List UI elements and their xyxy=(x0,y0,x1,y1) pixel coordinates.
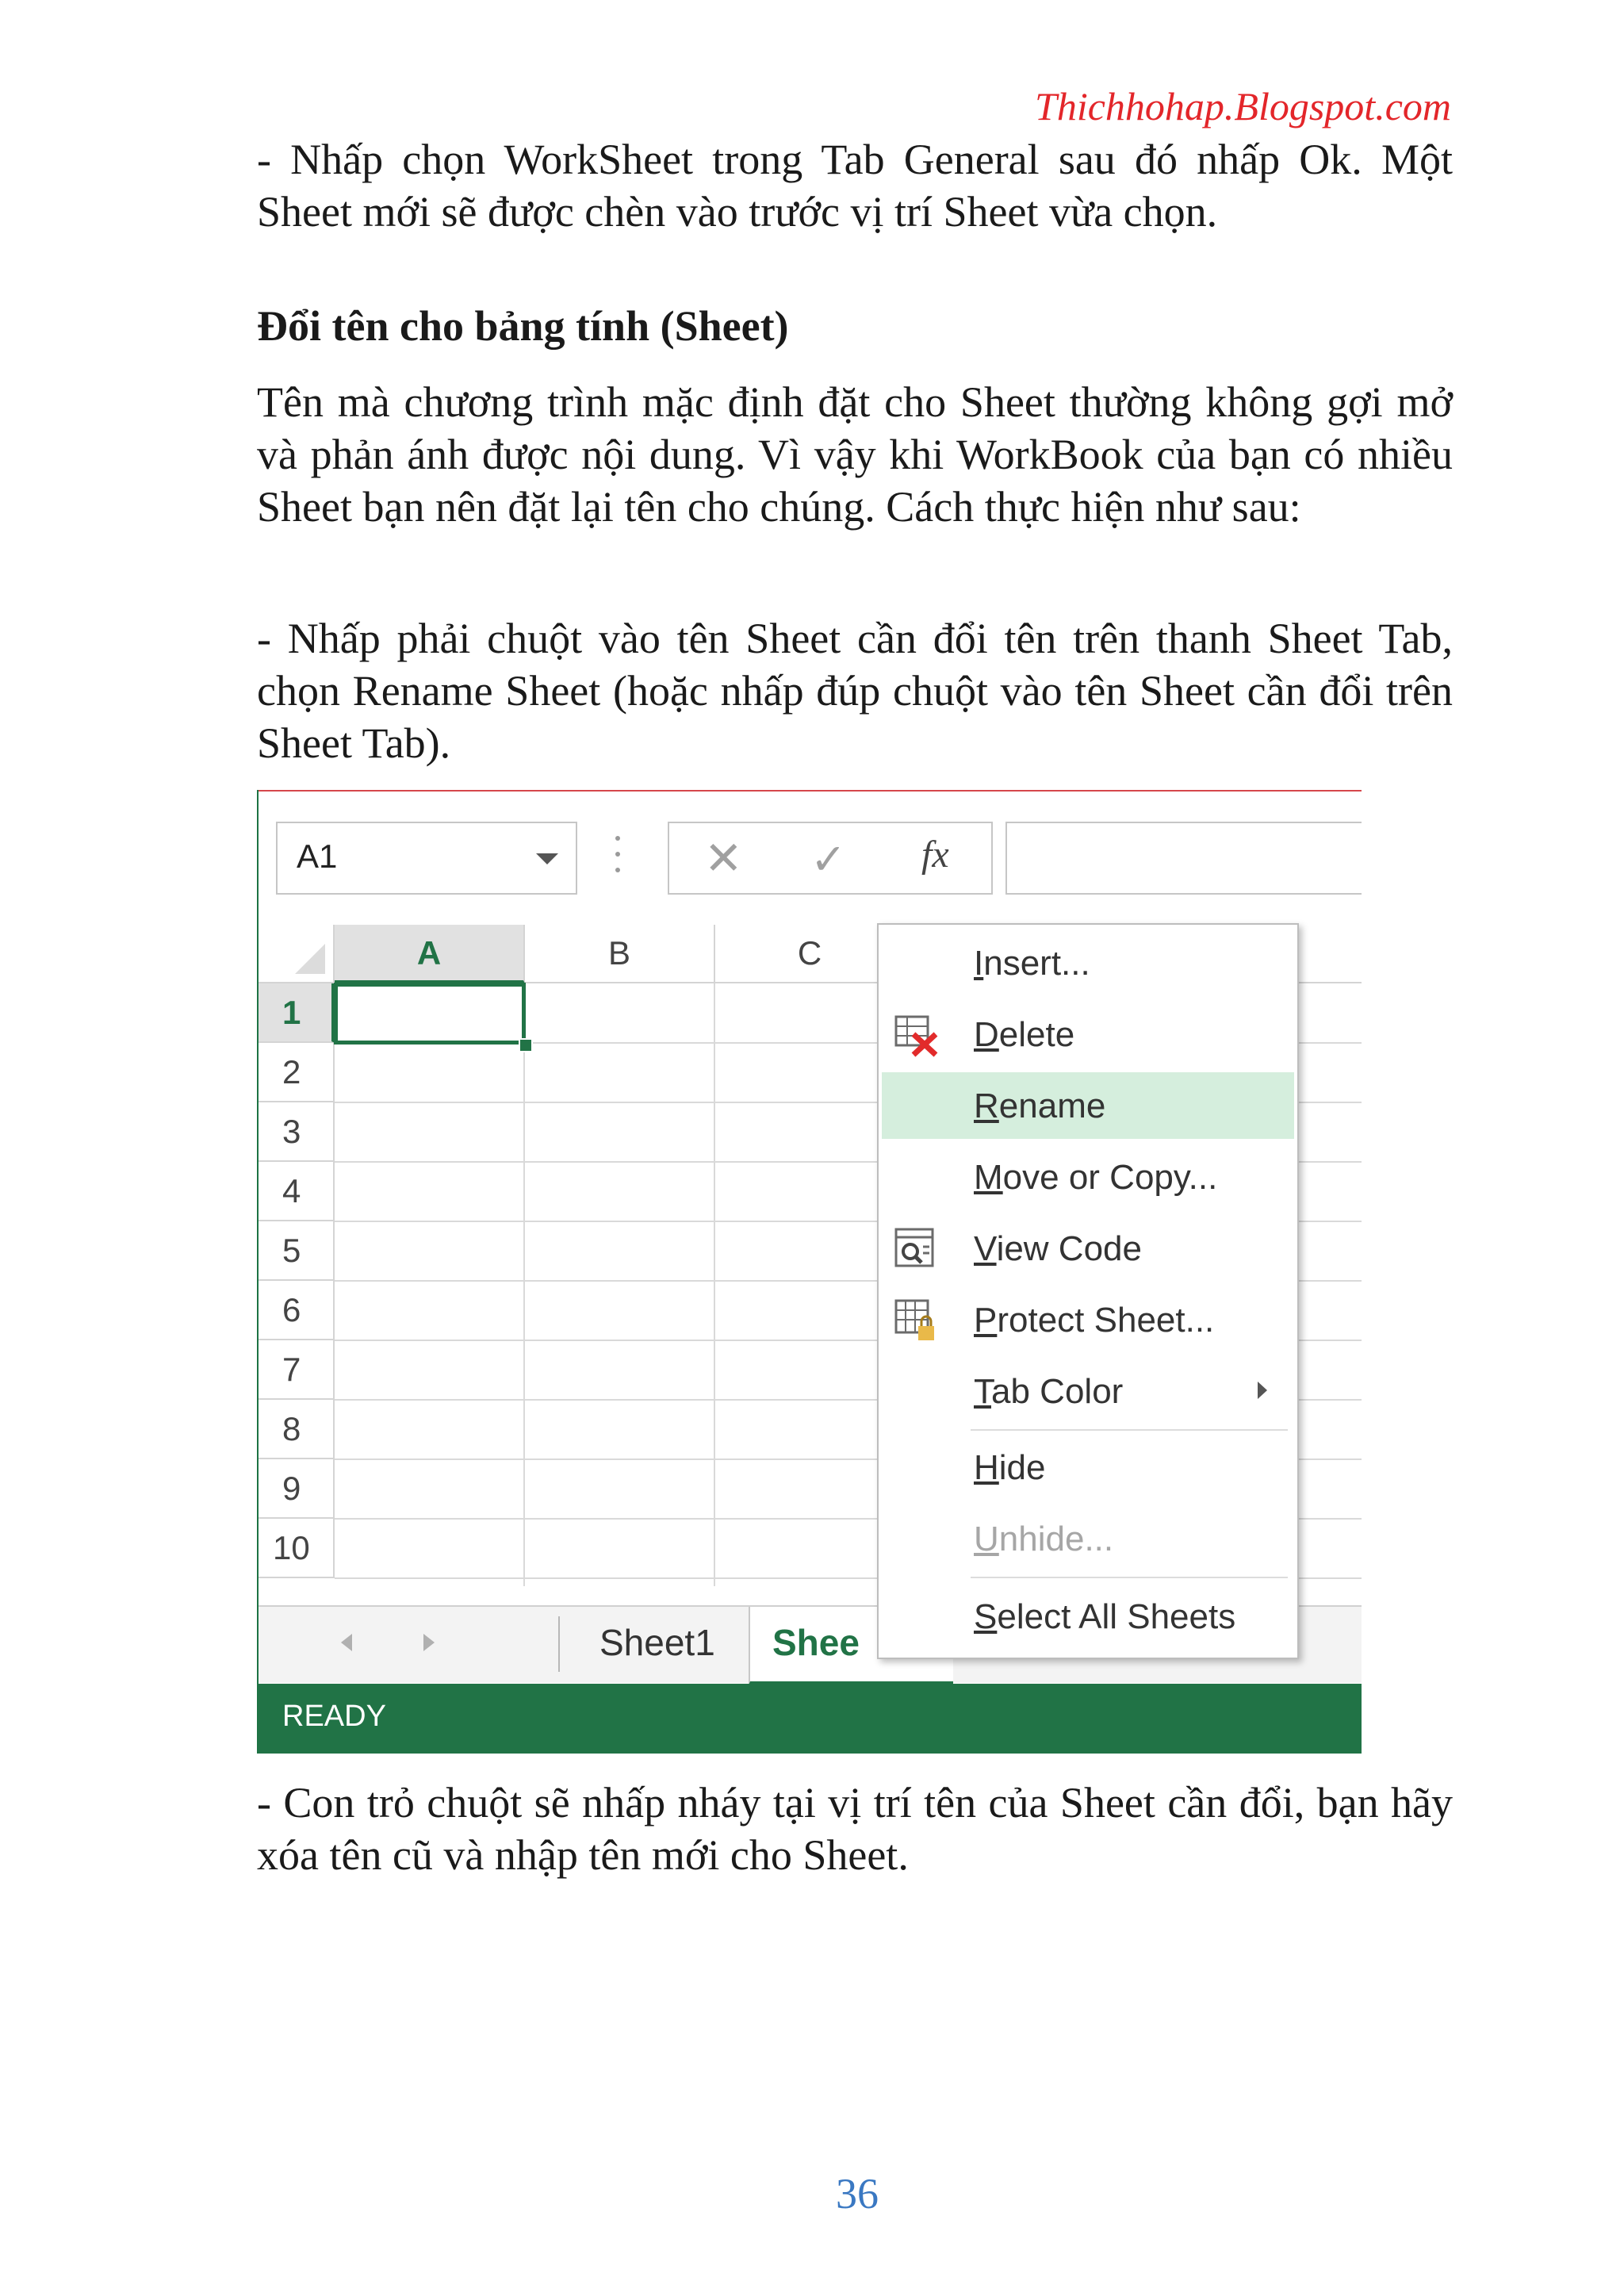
fill-handle[interactable] xyxy=(519,1038,533,1052)
page-number: 36 xyxy=(836,2170,879,2217)
grid-line xyxy=(714,983,715,1586)
excel-screenshot xyxy=(257,790,1362,1754)
menu-item-move-copy[interactable] xyxy=(882,1144,1294,1210)
menu-separator xyxy=(971,1577,1288,1578)
menu-label: Rename xyxy=(974,1087,1106,1125)
protect-sheet-lock-icon xyxy=(893,1297,939,1343)
delete-sheet-icon xyxy=(893,1012,939,1058)
scroll-left-icon[interactable] xyxy=(341,1634,352,1651)
menu-label: Delete xyxy=(974,1015,1075,1054)
blog-header-link[interactable]: Thichhohap.Blogspot.com xyxy=(1035,84,1451,128)
tab-separator xyxy=(558,1616,560,1672)
sheet-tab-active[interactable]: Shee xyxy=(749,1607,953,1685)
menu-label: View Code xyxy=(974,1229,1142,1268)
row-header-4[interactable]: 4 xyxy=(259,1162,335,1221)
column-header-c[interactable]: C xyxy=(715,925,906,983)
menu-item-protect-sheet[interactable] xyxy=(882,1286,1294,1353)
row-header-7[interactable]: 7 xyxy=(259,1340,335,1400)
status-bar xyxy=(259,1684,1362,1754)
drag-handle-icon[interactable] xyxy=(615,836,622,884)
row-header-2[interactable]: 2 xyxy=(259,1043,335,1102)
row-header-1[interactable]: 1 xyxy=(259,983,335,1043)
view-code-icon xyxy=(893,1226,939,1272)
menu-item-view-code[interactable] xyxy=(882,1215,1294,1282)
menu-item-select-all-sheets[interactable] xyxy=(882,1583,1294,1650)
scroll-right-icon[interactable] xyxy=(423,1634,435,1651)
name-box[interactable] xyxy=(276,822,577,895)
sheet-context-menu xyxy=(877,923,1299,1659)
sheet-tab-sheet1[interactable]: Sheet1 xyxy=(599,1622,715,1663)
submenu-arrow-icon xyxy=(1258,1382,1267,1399)
name-box-value: A1 xyxy=(297,838,338,875)
status-text: READY xyxy=(282,1700,386,1733)
paragraph-rename-result: - Con trỏ chuột sẽ nhấp nháy tại vị trí tên của Sheet cần đổi, bạn hãy xóa tên cũ và nhập tên mới cho Sheet. xyxy=(257,1779,1453,1879)
cancel-icon[interactable]: ✕ xyxy=(704,833,743,884)
paragraph-insert-note: - Nhấp chọn WorkSheet trong Tab General sau đó nhấp Ok. Một Sheet mới sẽ được chèn vào trước vị trí Sheet vừa chọn. xyxy=(257,136,1453,236)
menu-label: Unhide... xyxy=(974,1520,1114,1558)
row-header-5[interactable]: 5 xyxy=(259,1221,335,1281)
menu-item-delete[interactable] xyxy=(882,1001,1294,1068)
column-header-a[interactable]: A xyxy=(335,925,525,983)
menu-label: Protect Sheet... xyxy=(974,1301,1215,1340)
section-heading: Đổi tên cho bảng tính (Sheet) xyxy=(257,302,789,350)
formula-bar xyxy=(259,792,1362,910)
select-all-corner[interactable] xyxy=(259,925,335,983)
enter-check-icon[interactable]: ✓ xyxy=(810,836,847,884)
menu-item-tab-color[interactable] xyxy=(882,1358,1294,1424)
paragraph-rename-steps: - Nhấp phải chuột vào tên Sheet cần đổi tên trên thanh Sheet Tab, chọn Rename Sheet (hoặc nhấp đúp chuột vào tên Sheet cần đổi trên Sheet Tab). xyxy=(257,615,1453,767)
active-cell-a1[interactable] xyxy=(334,983,526,1045)
menu-label: Select All Sheets xyxy=(974,1597,1236,1636)
dropdown-arrow-icon[interactable] xyxy=(536,853,558,864)
insert-function-icon[interactable]: fx xyxy=(921,834,949,876)
formula-button-group xyxy=(668,822,993,895)
grid-line xyxy=(523,983,525,1586)
menu-item-unhide xyxy=(882,1505,1294,1572)
menu-label: Insert... xyxy=(974,944,1090,983)
menu-label: Tab Color xyxy=(974,1372,1124,1411)
menu-item-insert[interactable] xyxy=(882,930,1294,996)
row-header-10[interactable]: 10 xyxy=(259,1519,335,1578)
row-header-3[interactable]: 3 xyxy=(259,1102,335,1162)
menu-label: Move or Copy... xyxy=(974,1158,1218,1197)
menu-label: Hide xyxy=(974,1448,1046,1487)
column-header-b[interactable]: B xyxy=(525,925,715,983)
menu-separator xyxy=(971,1429,1288,1431)
menu-item-hide[interactable] xyxy=(882,1434,1294,1501)
row-header-9[interactable]: 9 xyxy=(259,1459,335,1519)
menu-item-rename[interactable] xyxy=(882,1072,1294,1139)
row-header-6[interactable]: 6 xyxy=(259,1281,335,1340)
paragraph-intro: Tên mà chương trình mặc định đặt cho Sheet thường không gợi mở và phản ánh được nội dung. Vì vậy khi WorkBook của bạn có nhiều Sheet bạn nên đặt lại tên cho chúng. Cách thực hiện như sau: xyxy=(257,378,1453,531)
row-header-8[interactable]: 8 xyxy=(259,1400,335,1459)
select-all-triangle-icon xyxy=(295,944,325,974)
formula-input[interactable] xyxy=(1005,822,1362,895)
